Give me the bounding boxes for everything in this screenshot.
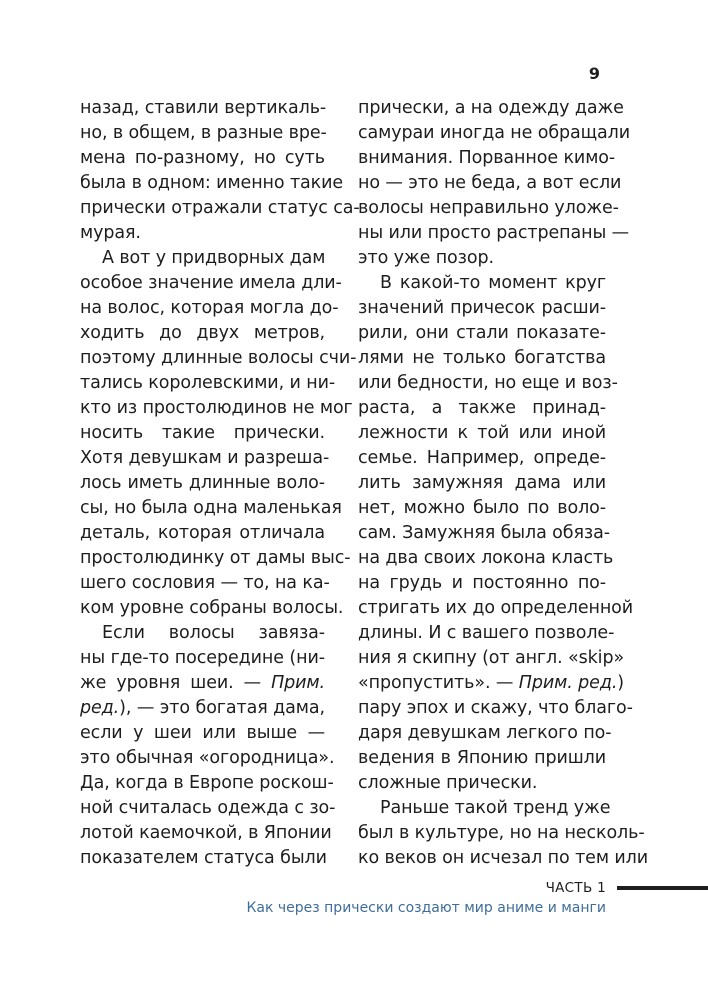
text-line: ходить до двух метров,	[80, 323, 325, 343]
chapter-subtitle: Как через прически создают мир аниме и манги	[246, 900, 606, 916]
text-line: на грудь и постоянно по-	[358, 573, 606, 593]
text-line: даря девушкам легкого по-	[358, 723, 612, 743]
text-line: поэтому длинные волосы счи-	[80, 348, 357, 368]
text-line: лежности к той или иной	[358, 423, 606, 443]
text-column-right	[358, 96, 649, 871]
text-line: шего сословия — то, на ка-	[80, 573, 330, 593]
text-line: В какой-то момент круг	[380, 273, 606, 293]
text-line: длины. И с вашего позволе-	[358, 623, 615, 643]
text-line: сы, но была одна маленькая	[80, 498, 342, 518]
text-line: если у шеи или выше —	[80, 723, 325, 743]
text-line: лось иметь длинные воло-	[80, 473, 325, 493]
text-line: сложные прически.	[358, 773, 538, 793]
text-line: прически, а на одежду даже	[358, 98, 624, 118]
text-line: самураи иногда не обращали	[358, 123, 631, 143]
text-line: кто из простолюдинов не мог	[80, 398, 353, 418]
text-line: ком уровне собраны волосы.	[80, 598, 344, 618]
text-line: Да, когда в Европе роскош-	[80, 773, 334, 793]
text-line: сам. Замужняя была обяза-	[358, 523, 610, 543]
text-line: лить замужняя дама или	[358, 473, 606, 493]
text-line: ной считалась одежда с зо-	[80, 798, 336, 818]
text-line: ред.), — это богатая дама,	[80, 698, 325, 718]
text-line: лями не только богатства	[358, 348, 606, 368]
text-line: внимания. Порванное кимо-	[358, 148, 616, 168]
text-line: Если волосы завяза-	[102, 623, 325, 643]
text-line: был в культуре, но на несколь-	[358, 823, 645, 843]
text-line: раста, а также принад-	[358, 398, 606, 418]
text-line: носить такие прически.	[80, 423, 325, 443]
part-label: ЧАСТЬ 1	[545, 880, 606, 896]
text-line: особое значение имела дли-	[80, 273, 342, 293]
text-line: А вот у придворных дам	[102, 248, 326, 268]
text-line: пару эпох и скажу, что благо-	[358, 698, 633, 718]
text-line: на волос, которая могла до-	[80, 298, 339, 318]
text-line: на два своих локона класть	[358, 548, 614, 568]
text-line: стригать их до определенной	[358, 598, 634, 618]
footer-rule	[617, 886, 708, 890]
text-column-left	[80, 96, 360, 871]
text-line: нет, можно было по воло-	[358, 498, 606, 518]
text-line: тались королевскими, и ни-	[80, 373, 336, 393]
text-line: это обычная «огородница».	[80, 748, 335, 768]
text-line: но, в общем, в разные вре-	[80, 123, 327, 143]
text-line: назад, ставили вертикаль-	[80, 98, 327, 118]
text-line: прически отражали статус са-	[80, 198, 360, 218]
text-line: или бедности, но еще и воз-	[358, 373, 618, 393]
text-line: это уже позор.	[358, 248, 494, 268]
text-line: ко веков он исчезал по тем или	[358, 848, 649, 868]
text-line: мена по-разному, но суть	[80, 148, 325, 168]
text-line: показателем статуса были	[80, 848, 327, 868]
text-line: лотой каемочкой, в Японии	[80, 823, 332, 843]
text-line: простолюдинку от дамы выс-	[80, 548, 351, 568]
text-line: рили, они стали показате-	[358, 323, 606, 343]
text-line: Хотя девушкам и разреша-	[80, 448, 330, 468]
text-line: но — это не беда, а вот если	[358, 173, 622, 193]
text-line: волосы неправильно уложе-	[358, 198, 619, 218]
text-line: «пропустить». — Прим. ред.)	[358, 673, 625, 693]
page-number: 9	[588, 64, 600, 83]
text-line: ны где-то посередине (ни-	[80, 648, 325, 668]
text-line: Раньше такой тренд уже	[380, 798, 611, 818]
text-line: значений причесок расши-	[358, 298, 606, 318]
text-line: ны или просто растрепаны —	[358, 223, 630, 243]
text-line: же уровня шеи. — Прим.	[80, 673, 325, 693]
text-line: ния я скипну (от англ. «skip»	[358, 648, 625, 668]
text-line: мурая.	[80, 223, 141, 243]
text-line: деталь, которая отличала	[80, 523, 325, 543]
text-line: семье. Например, опреде-	[358, 448, 606, 468]
text-line: ведения в Японию пришли	[358, 748, 606, 768]
text-line: была в одном: именно такие	[80, 173, 344, 193]
